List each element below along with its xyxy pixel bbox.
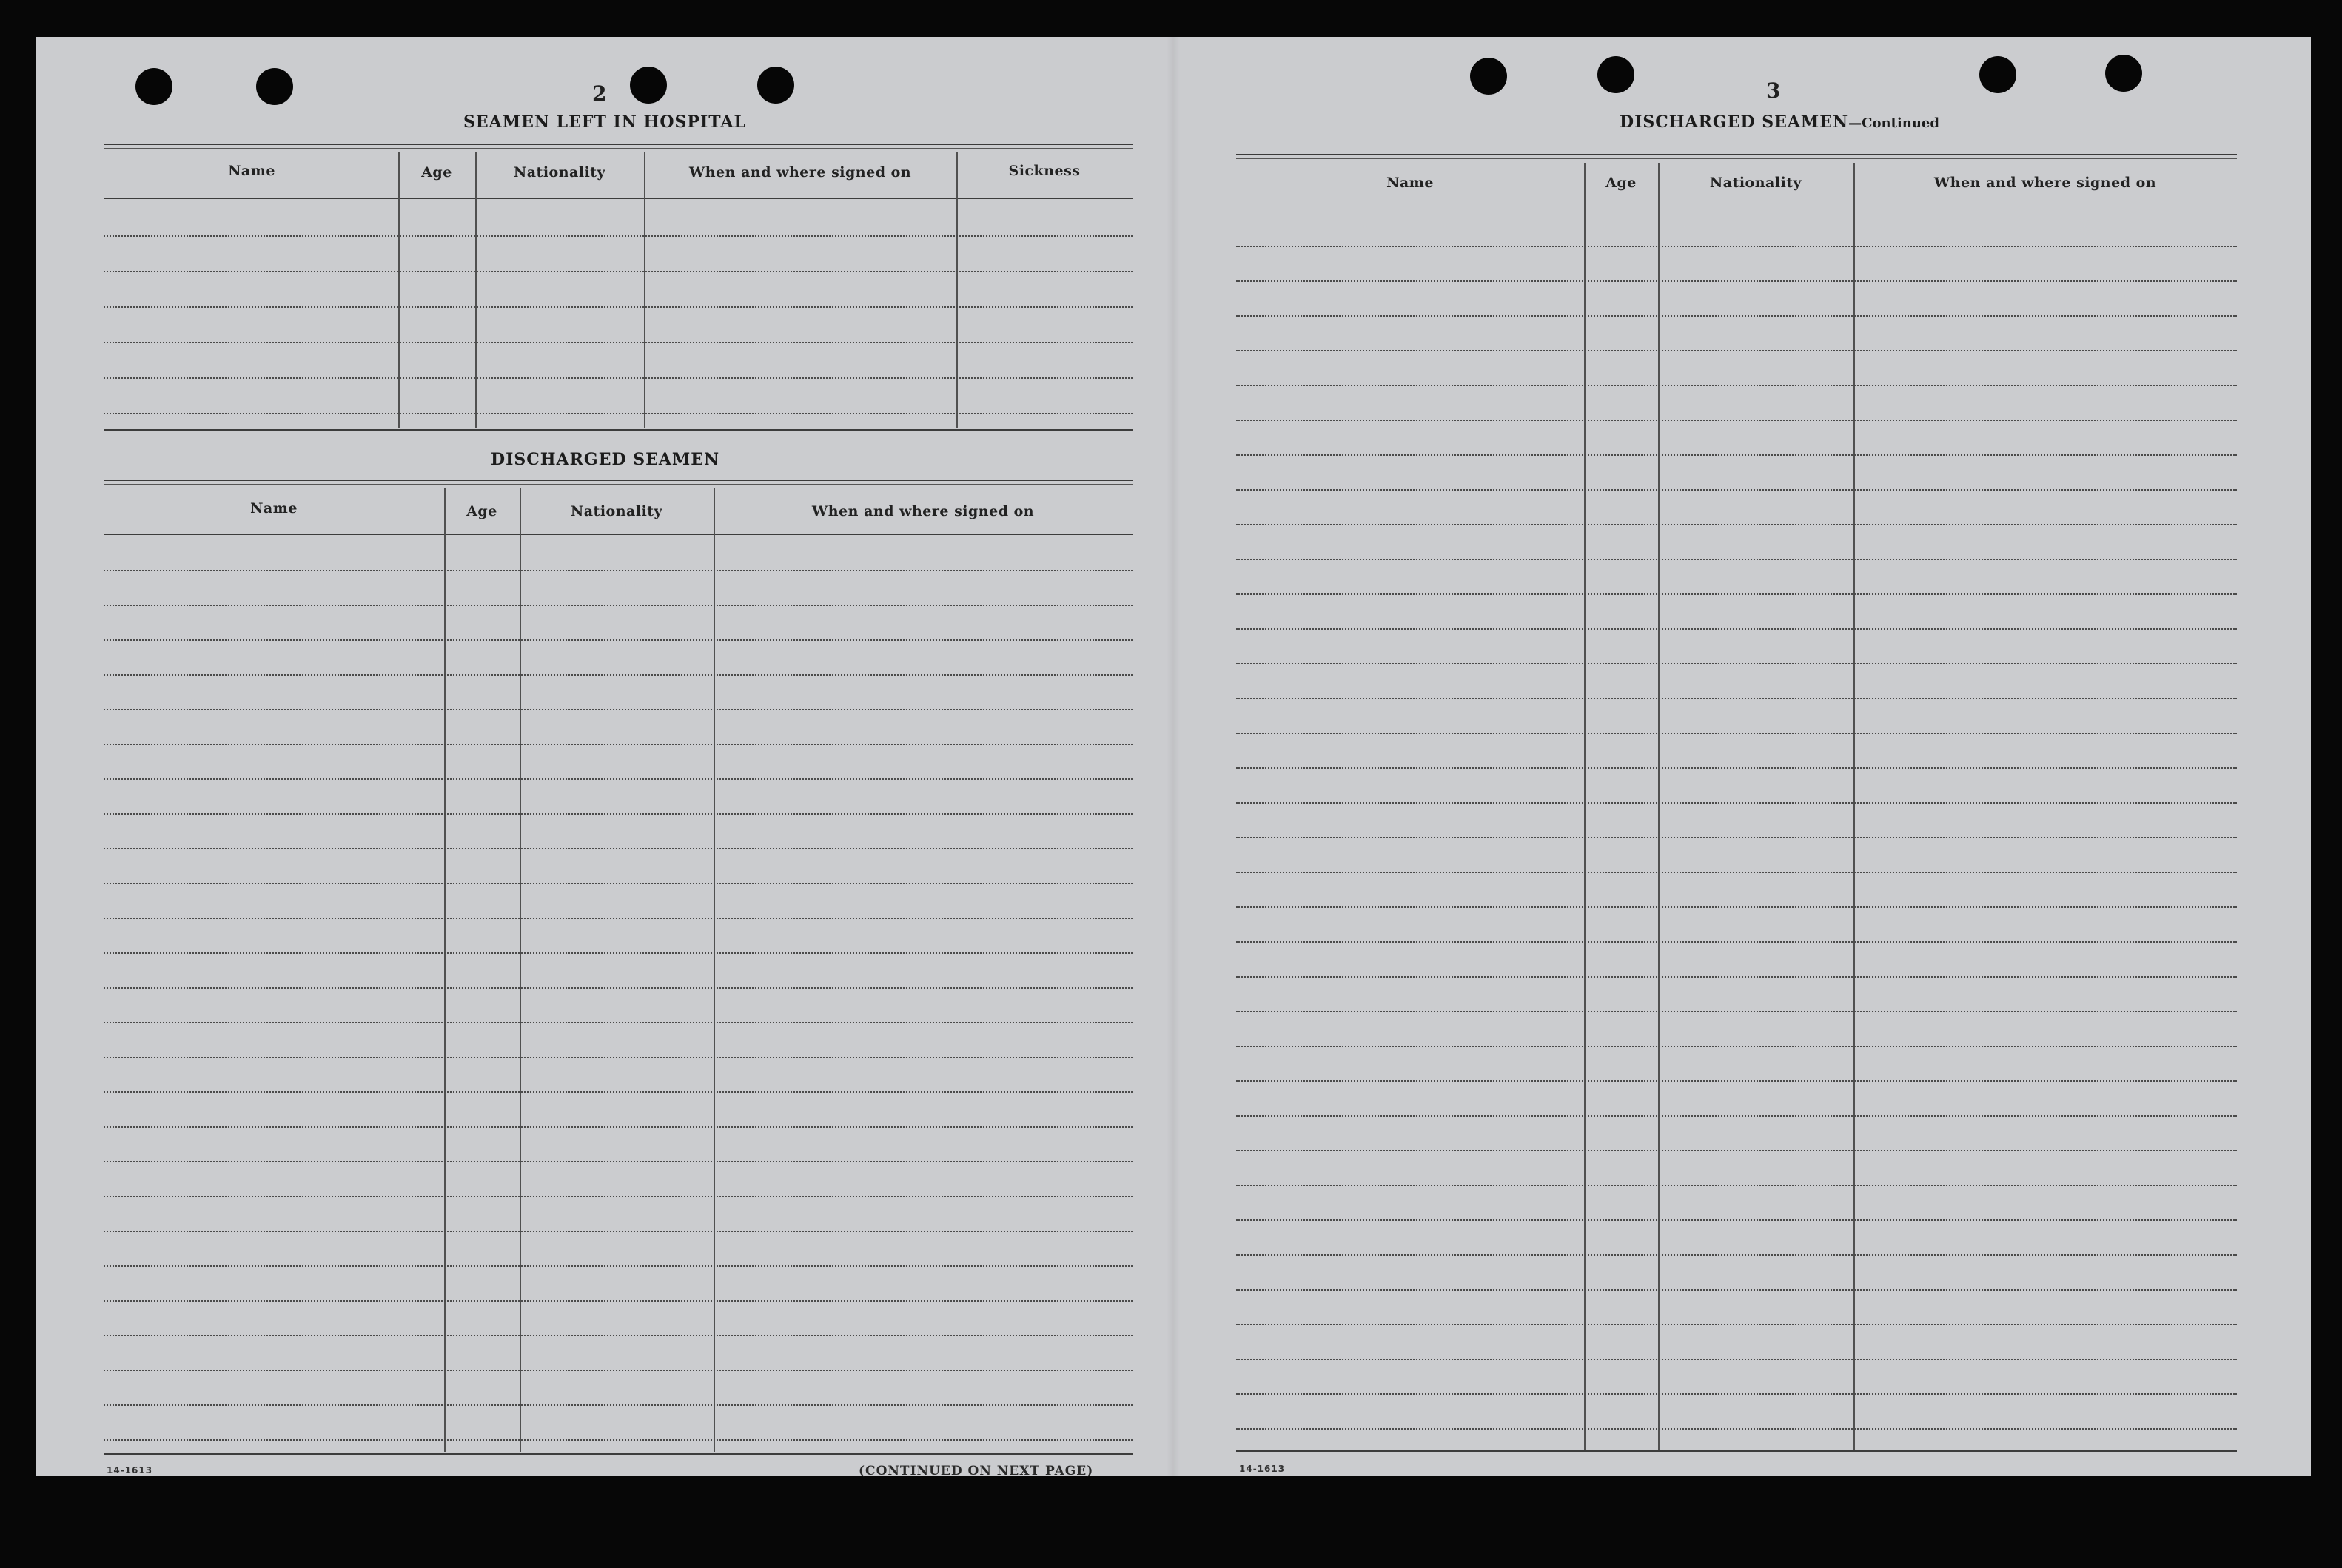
column-header-sickness: Sickness xyxy=(1008,163,1081,179)
column-divider xyxy=(398,152,400,428)
column-divider xyxy=(1584,163,1586,1450)
table-row-line xyxy=(1236,1289,2237,1291)
table-row-line xyxy=(104,306,1133,308)
table-row-line xyxy=(104,848,1133,849)
table-row-line xyxy=(1236,1011,2237,1012)
table-row-line xyxy=(1236,315,2237,317)
section-title-suffix: —Continued xyxy=(1848,115,1939,131)
column-divider xyxy=(1853,163,1855,1450)
table-row-line xyxy=(1236,385,2237,386)
column-divider xyxy=(1658,163,1660,1450)
discharged-section-title: DISCHARGED SEAMEN xyxy=(491,450,720,469)
column-divider xyxy=(444,488,446,1452)
section-title-text: DISCHARGED SEAMEN xyxy=(1620,112,1849,132)
column-header-name: Name xyxy=(1386,175,1434,191)
table-row-line xyxy=(1236,767,2237,769)
table-row-line xyxy=(104,342,1133,343)
column-header-nationality: Nationality xyxy=(570,503,663,519)
column-divider xyxy=(644,152,645,428)
table-row-line xyxy=(104,377,1133,379)
discharged-bottom-rule xyxy=(104,1453,1133,1455)
discharged-top-rule xyxy=(104,480,1133,485)
discharged-continued-title xyxy=(1620,112,1939,132)
table-row-line xyxy=(1236,663,2237,664)
column-header-signed-on: When and where signed on xyxy=(1933,175,2157,191)
table-row-line xyxy=(1236,1393,2237,1395)
table-row-line xyxy=(104,1231,1133,1232)
table-row-line xyxy=(1236,1080,2237,1082)
column-header-nationality: Nationality xyxy=(1709,175,1802,191)
column-divider xyxy=(475,152,477,428)
table-row-line xyxy=(1236,1150,2237,1151)
table-row-line xyxy=(104,674,1133,676)
table-row-line xyxy=(104,1057,1133,1058)
table-row-line xyxy=(104,1439,1133,1441)
table-row-line xyxy=(104,987,1133,989)
table-row-line xyxy=(104,570,1133,571)
column-divider xyxy=(956,152,958,428)
column-header-signed-on: When and where signed on xyxy=(688,164,912,181)
table-row-line xyxy=(1236,941,2237,943)
table-row-line xyxy=(1236,1359,2237,1360)
page-number: 3 xyxy=(1766,78,1781,103)
table-row-line xyxy=(104,235,1133,237)
table-row-line xyxy=(104,778,1133,780)
table-row-line xyxy=(1236,1219,2237,1221)
table-row-line xyxy=(1236,454,2237,456)
table-row-line xyxy=(104,709,1133,710)
form-code: 14-1613 xyxy=(1239,1464,1286,1474)
table-row-line xyxy=(1236,837,2237,838)
table-row-line xyxy=(104,1161,1133,1162)
continued-note: (CONTINUED ON NEXT PAGE) xyxy=(859,1464,1094,1478)
discharged-top-rule xyxy=(1236,154,2237,159)
form-sheet xyxy=(36,37,2311,1476)
table-row-line xyxy=(104,271,1133,272)
form-code: 14-1613 xyxy=(107,1465,153,1476)
table-row-line xyxy=(1236,1428,2237,1430)
hospital-bottom-rule xyxy=(104,429,1133,431)
table-row-line xyxy=(104,1022,1133,1023)
table-row-line xyxy=(1236,1115,2237,1117)
table-row-line xyxy=(1236,906,2237,908)
table-row-line xyxy=(104,413,1133,414)
table-row-line xyxy=(104,1196,1133,1197)
left-page xyxy=(36,37,1168,1476)
table-row-line xyxy=(1236,1185,2237,1186)
table-row-line xyxy=(104,1404,1133,1406)
table-row-line xyxy=(1236,489,2237,491)
column-header-age: Age xyxy=(1605,175,1637,191)
discharged-bottom-rule xyxy=(1236,1450,2237,1452)
column-header-signed-on: When and where signed on xyxy=(811,503,1035,519)
table-row-line xyxy=(1236,559,2237,560)
table-row-line xyxy=(104,813,1133,815)
table-row-line xyxy=(1236,1324,2237,1325)
table-row-line xyxy=(1236,1254,2237,1256)
discharged-header-rule xyxy=(104,534,1133,535)
table-row-line xyxy=(1236,246,2237,247)
table-row-line xyxy=(104,952,1133,954)
table-row-line xyxy=(104,1091,1133,1093)
column-header-age: Age xyxy=(466,503,497,519)
table-row-line xyxy=(104,883,1133,884)
table-row-line xyxy=(1236,350,2237,351)
column-divider xyxy=(714,488,715,1452)
table-row-line xyxy=(1236,872,2237,873)
table-row-line xyxy=(104,1126,1133,1128)
right-page xyxy=(1180,37,2311,1476)
table-row-line xyxy=(1236,524,2237,525)
table-row-line xyxy=(104,639,1133,641)
table-row-line xyxy=(1236,593,2237,595)
column-header-name: Name xyxy=(228,163,275,179)
table-row-line xyxy=(1236,1046,2237,1047)
table-row-line xyxy=(104,1370,1133,1371)
table-row-line xyxy=(104,1335,1133,1336)
column-header-age: Age xyxy=(421,164,452,181)
table-row-line xyxy=(104,918,1133,919)
table-row-line xyxy=(104,1265,1133,1267)
hospital-top-rule xyxy=(104,144,1133,149)
table-row-line xyxy=(104,744,1133,745)
column-divider xyxy=(520,488,521,1452)
table-row-line xyxy=(1236,420,2237,421)
column-header-name: Name xyxy=(250,500,298,517)
table-row-line xyxy=(1236,976,2237,978)
table-row-line xyxy=(1236,733,2237,734)
page-number: 2 xyxy=(592,81,607,106)
hospital-header-rule xyxy=(104,198,1133,199)
page-fold xyxy=(1167,37,1180,1476)
column-header-nationality: Nationality xyxy=(513,164,606,181)
table-row-line xyxy=(104,605,1133,606)
table-row-line xyxy=(104,1300,1133,1302)
table-row-line xyxy=(1236,280,2237,282)
table-row-line xyxy=(1236,802,2237,804)
table-row-line xyxy=(1236,698,2237,699)
hospital-section-title: SEAMEN LEFT IN HOSPITAL xyxy=(463,112,746,132)
table-row-line xyxy=(1236,628,2237,630)
